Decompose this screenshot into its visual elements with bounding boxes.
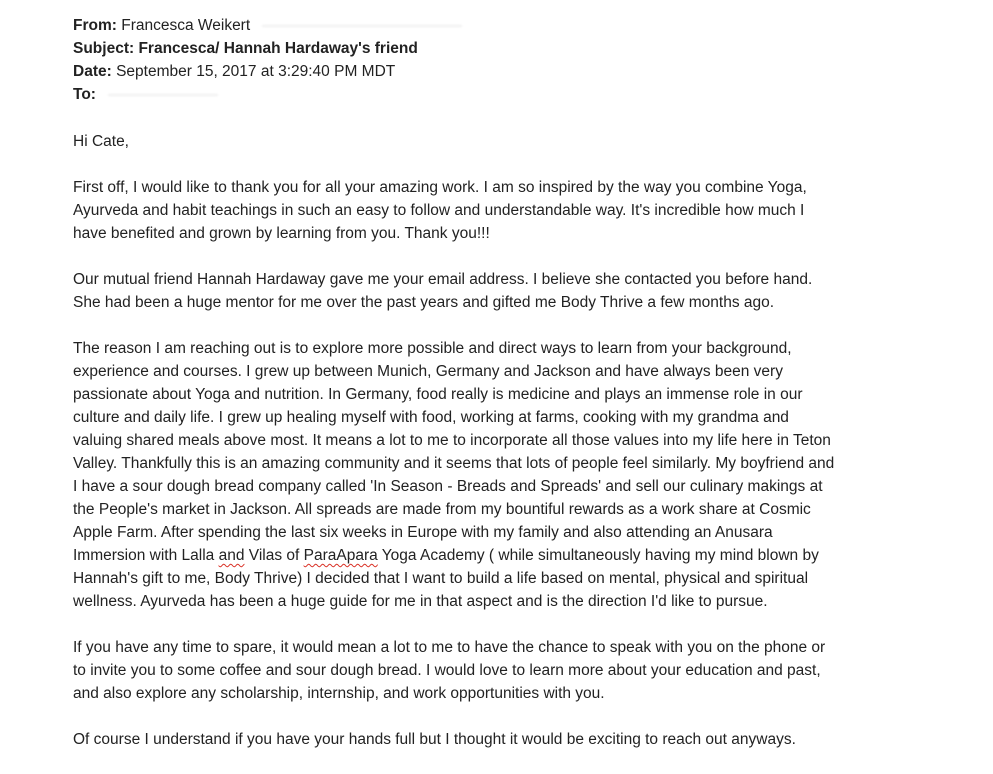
to-label: To:	[73, 86, 96, 103]
from-label: From:	[73, 17, 117, 34]
subject-value: Francesca/ Hannah Hardaway's friend	[138, 40, 418, 57]
from-value: Francesca Weikert	[121, 17, 251, 34]
paragraph-background-part-2: Vilas of	[244, 547, 304, 564]
spellcheck-flagged-word[interactable]: ParaApara	[303, 547, 378, 564]
date-label: Date:	[73, 63, 112, 80]
paragraph-introduction: Our mutual friend Hannah Hardaway gave me your email address. I believe she contacted you before hand. She had been a huge mentor for me over the past years and gifted me Body Thrive a few months ago.	[73, 271, 813, 311]
date-value: September 15, 2017 at 3:29:40 PM MDT	[116, 63, 396, 80]
redacted-recipient	[108, 94, 218, 96]
paragraph-request: If you have any time to spare, it would mean a lot to me to have the chance to speak with you on the phone or to invite you to some coffee and sour dough bread. I would love to learn more about your education and past, and also explore any scholarship, internship, and work opportunities with you.	[73, 639, 826, 702]
redacted-email-address	[262, 25, 462, 27]
paragraph-background-part-1: The reason I am reaching out is to explore more possible and direct ways to learn from your background, experience and courses. I grew up between Munich, Germany and Jackson and have always been very passionate about Yoga and nutrition. In Germany, food really is medicine and plays an immense role in our culture and daily life. I grew up healing myself with food, working at farms, cooking with my grandma and valuing shared meals above most. It means a lot to me to incorporate all those values into my life here in Teton Valley. Thankfully this is an amazing community and it seems that lots of people feel similarly. My boyfriend and I have a sour dough bread company called 'In Season - Breads and Spreads' and sell our culinary makings at the People's market in Jackson. All spreads are made from my bountiful rewards as a work share at Cosmic Apple Farm. After spending the last six weeks in Europe with my family and also attending an Anusara Immersion with Lalla	[73, 340, 835, 564]
subject-label: Subject:	[73, 40, 135, 57]
email-body	[73, 130, 973, 774]
from-row	[73, 14, 462, 37]
paragraph-background-part-3: Yoga Academy ( while simultaneously having my mind blown by Hannah's gift to me, Body Thrive) I decided that I want to build a life based on mental, physical and spiritual wellness. Ayurveda has been a huge guide for me in that aspect and is the direction I'd like to pursue.	[73, 547, 819, 610]
paragraph-closing: Of course I understand if you have your hands full but I thought it would be exciting to reach out anyways.	[73, 731, 796, 748]
date-row	[73, 60, 462, 83]
to-row	[73, 83, 462, 106]
paragraph-thanks: First off, I would like to thank you for all your amazing work. I am so inspired by the way you combine Yoga, Ayurveda and habit teachings in such an easy to follow and understandable way. It's incredible how much I have benefited and grown by learning from you. Thank you!!!	[73, 179, 807, 242]
paragraph-background	[73, 337, 973, 613]
email-header	[73, 14, 462, 106]
subject-row	[73, 37, 462, 60]
greeting: Hi Cate,	[73, 133, 129, 150]
spellcheck-flagged-word[interactable]: and	[218, 547, 245, 564]
